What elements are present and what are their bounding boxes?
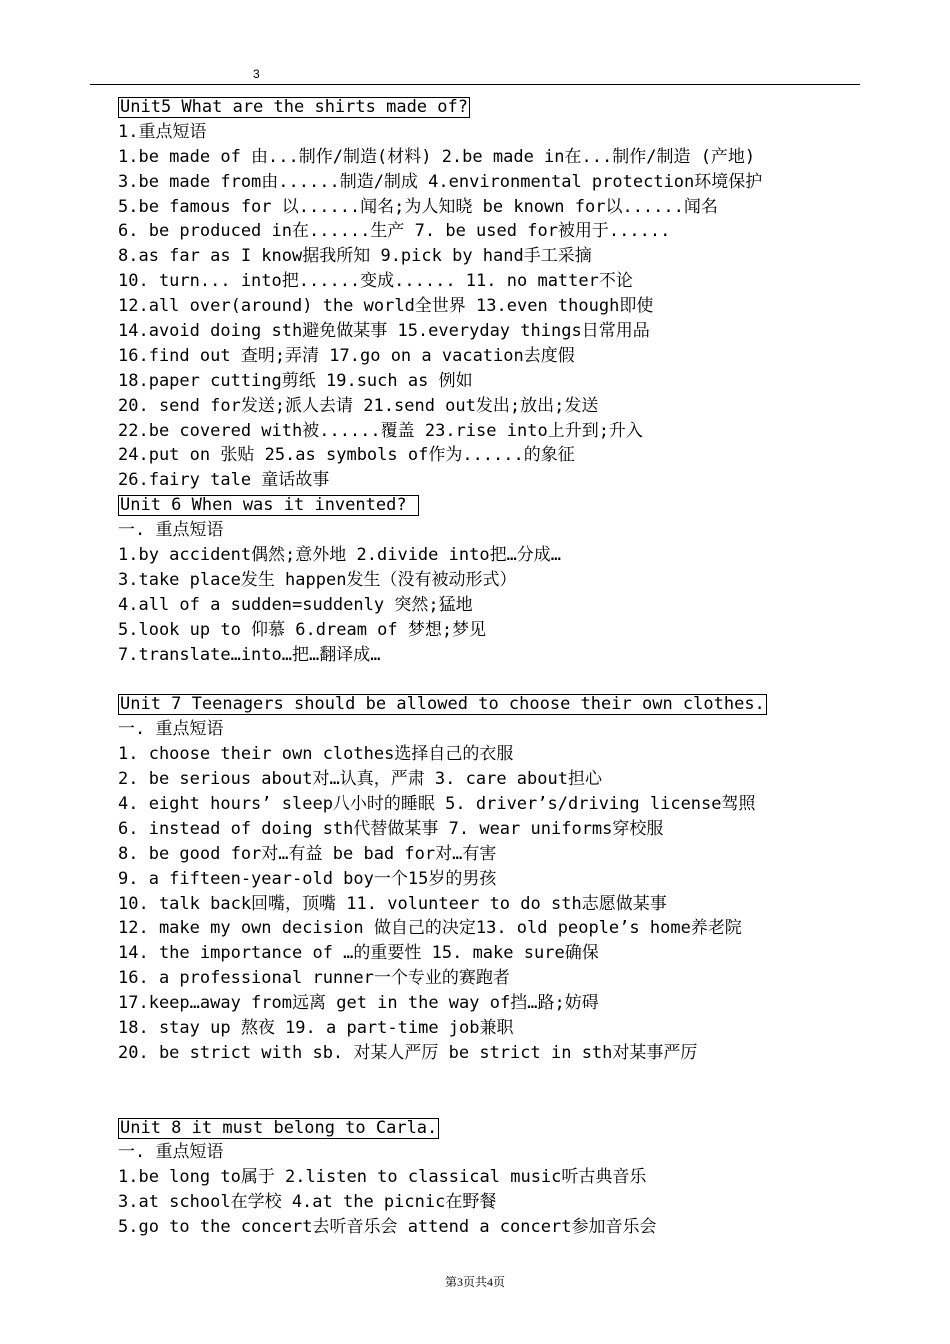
text-line: 26.fairy tale 童话故事 <box>118 470 330 491</box>
text-line: 6. instead of doing sth代替做某事 7. wear uniforms穿校服 <box>118 818 664 839</box>
text-line: 5.go to the concert去听音乐会 attend a concert参加音乐会 <box>118 1217 657 1238</box>
text-line: 1.be made of 由...制作/制造(材料) 2.be made in在...制作/制造 (产地) <box>118 146 756 167</box>
unit-heading <box>118 95 878 120</box>
text-line: 12. make my own decision 做自己的决定13. old people’s home养老院 <box>118 918 742 939</box>
text-line: 18.paper cutting剪纸 19.such as 例如 <box>118 370 473 391</box>
text-line: 10. turn... into把......变成...... 11. no matter不论 <box>118 271 633 292</box>
blank-line <box>118 1066 878 1091</box>
text-line: 8.as far as I know据我所知 9.pick by hand手工采摘 <box>118 246 592 267</box>
text-line: 一. 重点短语 <box>118 520 224 541</box>
text-line: 2. be serious about对…认真，严肃 3. care about担心 <box>118 769 602 790</box>
text-line: 17.keep…away from远离 get in the way of挡…路;妨碍 <box>118 993 599 1014</box>
text-line: 3.take place发生 happen发生（没有被动形式） <box>118 569 517 590</box>
text-line: 20. be strict with sb. 对某人严厉 be strict in sth对某事严厉 <box>118 1042 698 1063</box>
text-line: 22.be covered with被......覆盖 23.rise into上升到;升入 <box>118 420 643 441</box>
blank-line <box>118 1091 878 1116</box>
text-line: 1.by accident偶然;意外地 2.divide into把…分成… <box>118 545 562 566</box>
unit-heading <box>118 493 878 518</box>
text-line: 8. be good for对…有益 be bad for对…有害 <box>118 843 497 864</box>
unit-title: Unit 6 When was it invented? <box>120 495 417 516</box>
text-line: 1.be long to属于 2.listen to classical music听古典音乐 <box>118 1167 647 1188</box>
page-footer: 第3页共4页 <box>444 1275 505 1289</box>
text-line: 16. a professional runner一个专业的赛跑者 <box>118 968 510 989</box>
text-line: 3.be made from由......制造/制成 4.environmental protection环境保护 <box>118 171 763 192</box>
text-line: 10. talk back回嘴，顶嘴 11. volunteer to do sth志愿做某事 <box>118 893 667 914</box>
unit-heading <box>118 692 878 717</box>
text-line: 3.at school在学校 4.at the picnic在野餐 <box>118 1192 497 1213</box>
text-line: 4. eight hours’ sleep八小时的睡眠 5. driver’s/driving license驾照 <box>118 793 756 814</box>
text-line: 1.重点短语 <box>118 121 207 142</box>
text-line: 18. stay up 熬夜 19. a part-time job兼职 <box>118 1017 514 1038</box>
unit-title: Unit5 What are the shirts made of? <box>120 97 468 117</box>
text-line: 4.all of a sudden=suddenly 突然;猛地 <box>118 594 473 615</box>
unit-heading <box>118 1116 878 1141</box>
text-line: 5.look up to 仰慕 6.dream of 梦想;梦见 <box>118 619 487 640</box>
text-line: 16.find out 查明;弄清 17.go on a vacation去度假 <box>118 345 575 366</box>
text-line: 6. be produced in在......生产 7. be used for被用于...... <box>118 221 671 242</box>
text-line: 5.be famous for 以......闻名;为人知晓 be known for以......闻名 <box>118 196 718 217</box>
blank-line <box>118 667 878 692</box>
page-number-top: 3 <box>253 67 260 81</box>
text-line: 24.put on 张贴 25.as symbols of作为......的象征 <box>118 445 575 466</box>
document-body <box>118 95 878 1240</box>
text-line: 14.avoid doing sth避免做某事 15.everyday things日常用品 <box>118 321 650 342</box>
text-line: 一. 重点短语 <box>118 1142 224 1163</box>
text-line: 20. send for发送;派人去请 21.send out发出;放出;发送 <box>118 395 599 416</box>
text-line: 7.translate…into…把…翻译成… <box>118 644 381 665</box>
unit-title: Unit 8 it must belong to Carla. <box>120 1117 438 1138</box>
text-line: 1. choose their own clothes选择自己的衣服 <box>118 744 514 765</box>
text-line: 12.all over(around) the world全世界 13.even though即使 <box>118 296 654 317</box>
unit-title: Unit 7 Teenagers should be allowed to choose their own clothes. <box>120 694 765 715</box>
text-line: 14. the importance of …的重要性 15. make sure确保 <box>118 943 599 964</box>
text-line: 9. a fifteen-year-old boy一个15岁的男孩 <box>118 868 497 889</box>
header-rule <box>90 84 860 85</box>
text-line: 一. 重点短语 <box>118 719 224 740</box>
